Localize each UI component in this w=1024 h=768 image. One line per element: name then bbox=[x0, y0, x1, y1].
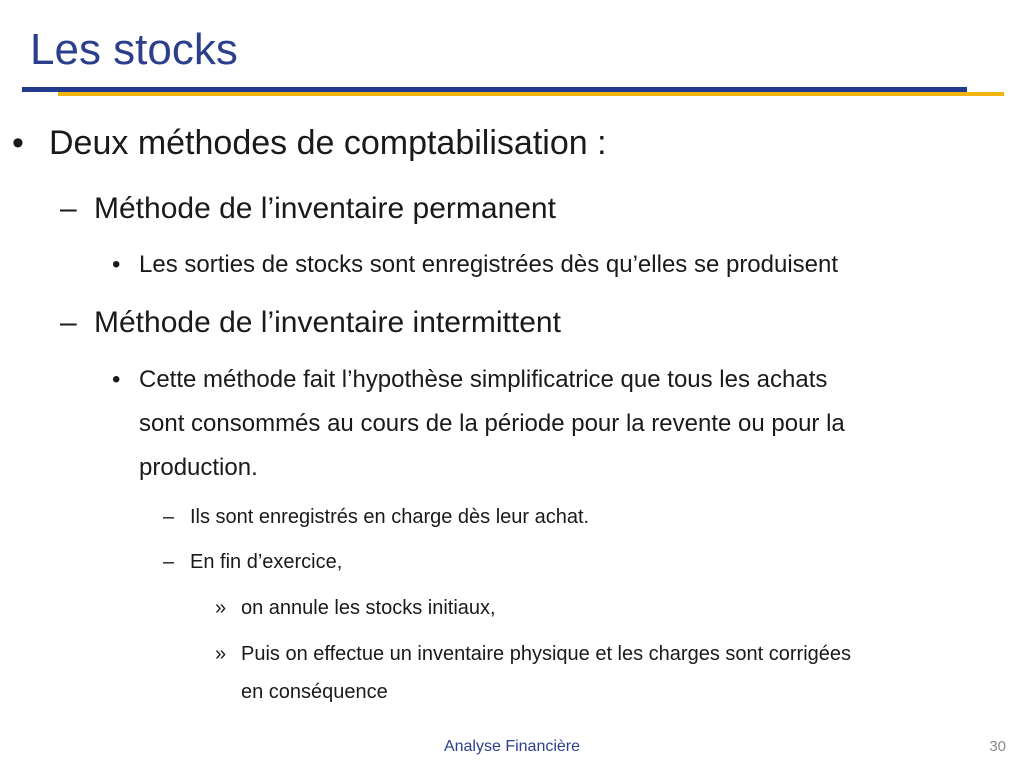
method-permanent-text: Méthode de l’inventaire permanent bbox=[94, 192, 556, 225]
method-intermittent-text: Méthode de l’inventaire intermittent bbox=[94, 306, 561, 339]
main-bullet-marker: • bbox=[12, 124, 24, 162]
main-bullet-text: Deux méthodes de comptabilisation : bbox=[49, 124, 607, 162]
step-inventory-line-1: Puis on effectue un inventaire physique et les charges sont corrigées bbox=[241, 643, 851, 665]
sub-charge-dash: – bbox=[163, 506, 175, 528]
step-cancel-text: on annule les stocks initiaux, bbox=[241, 597, 496, 619]
step-inventory-chevron: » bbox=[215, 643, 227, 665]
method-intermittent-dash: – bbox=[60, 306, 77, 339]
slide-title: Les stocks bbox=[30, 25, 238, 74]
intermittent-detail-line-2: sont consommés au cours de la période pour la revente ou pour la bbox=[139, 410, 845, 437]
intermittent-detail-line-1: Cette méthode fait l’hypothèse simplificatrice que tous les achats bbox=[139, 366, 828, 393]
sub-charge-text: Ils sont enregistrés en charge dès leur achat. bbox=[190, 506, 590, 528]
intermittent-detail-line-3: production. bbox=[139, 454, 258, 481]
title-underline-navy bbox=[22, 87, 967, 92]
method-permanent-dash: – bbox=[60, 192, 77, 225]
permanent-detail-text: Les sorties de stocks sont enregistrées dès qu’elles se produisent bbox=[139, 251, 839, 278]
sub-year-end-text: En fin d’exercice, bbox=[190, 551, 343, 573]
step-inventory-line-2: en conséquence bbox=[241, 681, 388, 703]
intermittent-detail-marker: • bbox=[112, 366, 121, 393]
footer-course-title: Analyse Financière bbox=[443, 738, 581, 755]
permanent-detail-marker: • bbox=[112, 251, 121, 278]
sub-year-end-dash: – bbox=[163, 551, 175, 573]
page-number: 30 bbox=[989, 738, 1006, 755]
title-underline-gold bbox=[58, 92, 1004, 96]
step-cancel-chevron: » bbox=[215, 597, 227, 619]
